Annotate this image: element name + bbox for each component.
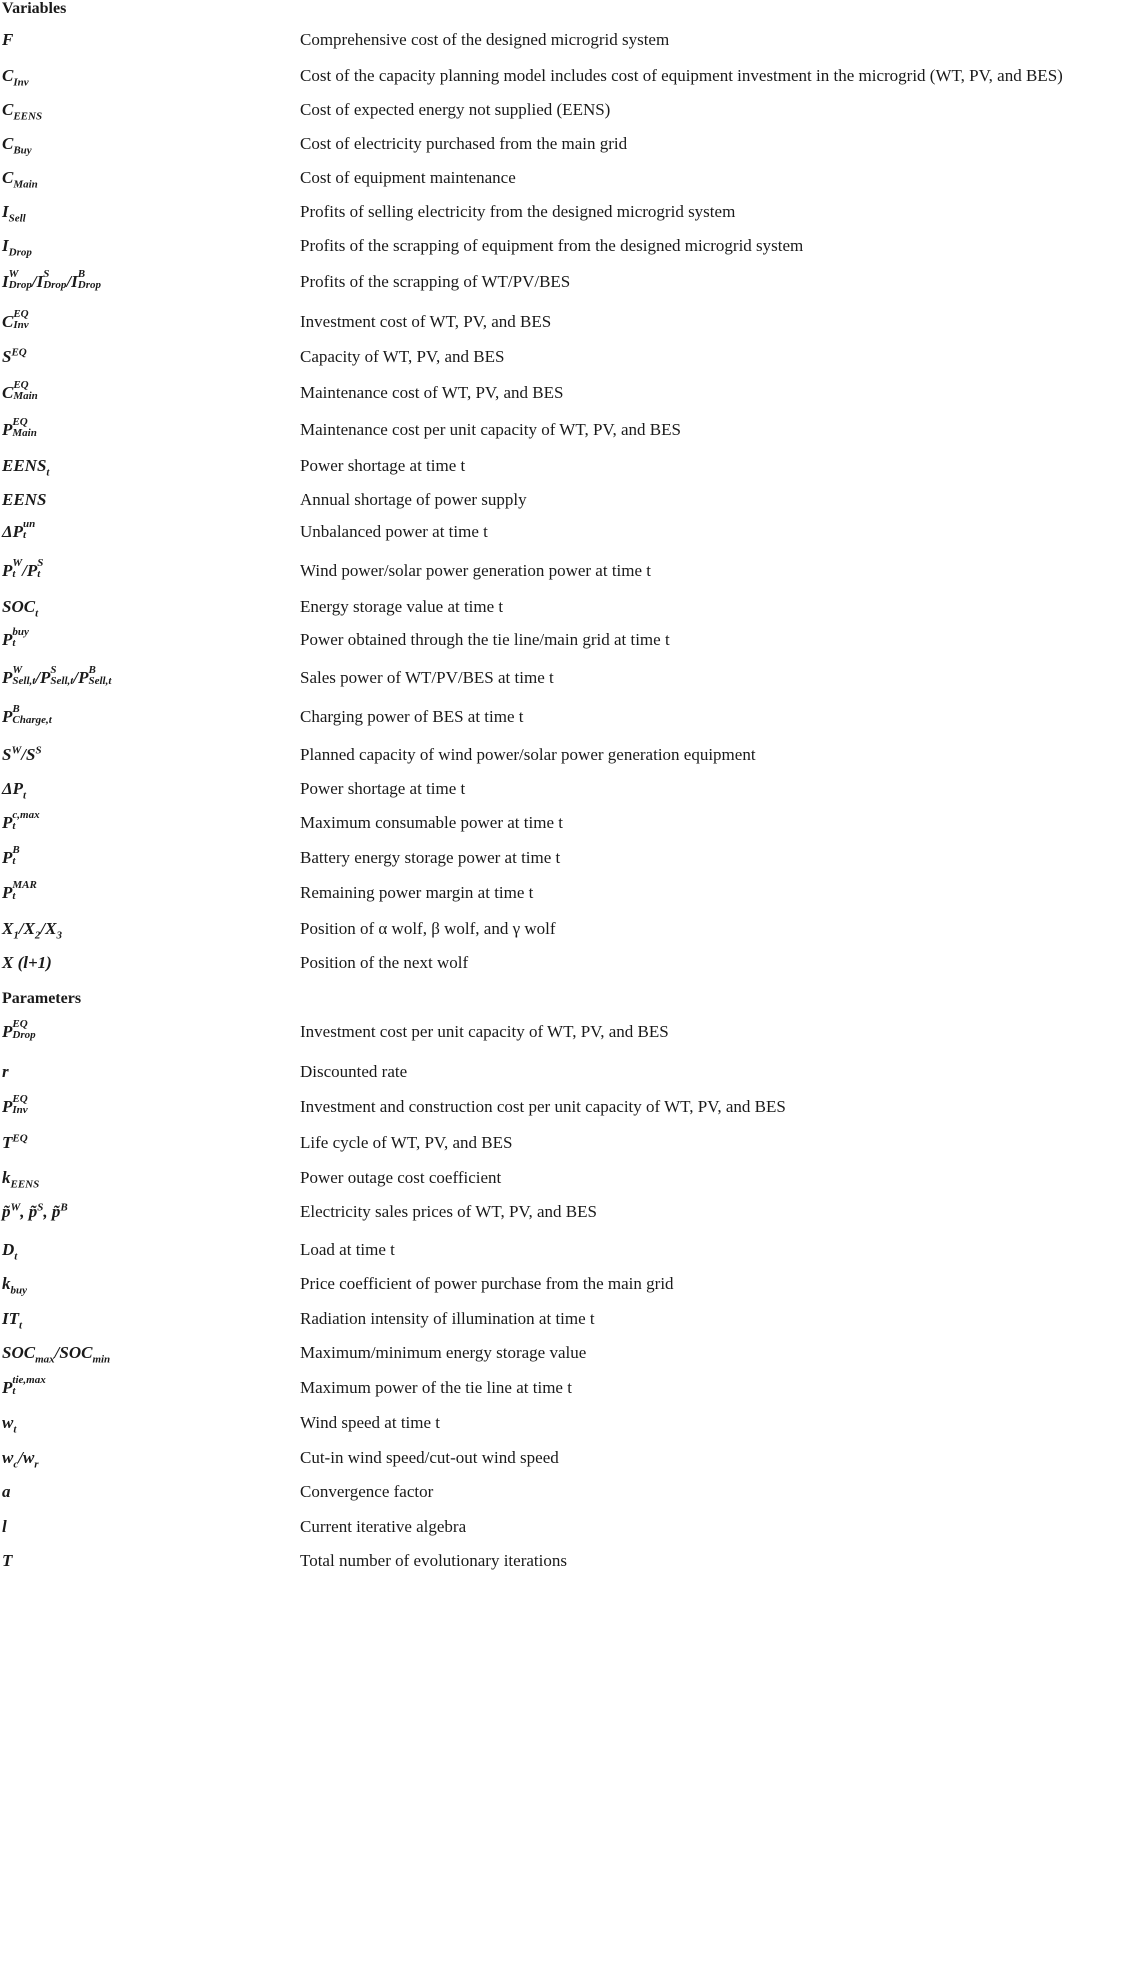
description-cell: Maximum/minimum energy storage value bbox=[300, 1343, 587, 1362]
symbol-cell: a bbox=[2, 1482, 11, 1501]
description-cell: Power outage cost coefficient bbox=[300, 1168, 502, 1187]
table-row bbox=[0, 844, 1145, 888]
symbol-cell: $X_1/X_2/X_3$ bbox=[2, 919, 62, 942]
symbol-cell: $I_{Sell}$ bbox=[2, 202, 26, 225]
description-cell: Cost of expected energy not supplied (EENS) bbox=[300, 100, 611, 119]
description-cell: Load at time t bbox=[300, 1240, 395, 1259]
description-cell: Maximum power of the tie line at time t bbox=[300, 1378, 572, 1397]
symbol-cell: ΔP un t bbox=[2, 518, 36, 542]
description-cell: Profits of selling electricity from the designed microgrid system bbox=[300, 202, 736, 221]
symbol-cell: $S^{EQ}$ bbox=[2, 346, 27, 366]
description-cell: Cost of electricity purchased from the main grid bbox=[300, 134, 628, 153]
table-row bbox=[0, 30, 1145, 70]
description-cell: Convergence factor bbox=[300, 1482, 434, 1501]
symbol-cell: I W Drop /I S Drop /I B Drop bbox=[2, 268, 102, 292]
table-row bbox=[0, 953, 1145, 993]
symbol-cell: P B t bbox=[2, 844, 20, 868]
description-cell: Position of α wolf, β wolf, and γ wolf bbox=[300, 919, 556, 938]
symbol-cell: P EQ Drop bbox=[2, 1018, 36, 1042]
description-cell: Profits of the scrapping of equipment from the designed microgrid system bbox=[300, 236, 804, 255]
symbol-cell: $C_{Main}$ bbox=[2, 168, 38, 191]
table-row bbox=[0, 379, 1145, 423]
symbol-cell: $SOC_t$ bbox=[2, 597, 39, 620]
symbol-cell: $C_{Buy}$ bbox=[2, 134, 32, 157]
symbol-cell: $C_{Inv}$ bbox=[2, 66, 29, 89]
symbol-cell: p̃$^W$, p̃$^S$, p̃$^B$ bbox=[2, 1201, 68, 1221]
symbol-cell: $k_{EENS}$ bbox=[2, 1168, 40, 1191]
symbol-cell: $EENS_t$ bbox=[2, 456, 50, 479]
description-cell: Power shortage at time t bbox=[300, 779, 466, 798]
description-cell: Cut-in wind speed/cut-out wind speed bbox=[300, 1448, 559, 1467]
table-row bbox=[0, 268, 1145, 312]
symbol-cell: P MAR t bbox=[2, 879, 37, 903]
description-cell: Capacity of WT, PV, and BES bbox=[300, 347, 505, 366]
description-cell: Investment cost per unit capacity of WT, PV, and BES bbox=[300, 1022, 669, 1041]
table-row bbox=[0, 1482, 1145, 1522]
symbol-cell: P W Sell,t /P S Sell,t /P B Sell,t bbox=[2, 664, 112, 688]
table-row bbox=[0, 626, 1145, 670]
description-cell: Power obtained through the tie line/main grid at time t bbox=[300, 630, 670, 649]
table-row bbox=[0, 518, 1145, 562]
symbol-cell: $w_c/w_r$ bbox=[2, 1448, 39, 1471]
description-cell: Power shortage at time t bbox=[300, 456, 466, 475]
description-cell: Battery energy storage power at time t bbox=[300, 848, 561, 867]
symbol-cell: $w_t$ bbox=[2, 1413, 17, 1436]
description-cell: Comprehensive cost of the designed microgrid system bbox=[300, 30, 670, 49]
table-row bbox=[0, 1551, 1145, 1591]
description-cell: Price coefficient of power purchase from the main grid bbox=[300, 1274, 674, 1293]
description-cell: Maximum consumable power at time t bbox=[300, 813, 563, 832]
description-cell: Charging power of BES at time t bbox=[300, 707, 524, 726]
description-cell: Remaining power margin at time t bbox=[300, 883, 534, 902]
table-row bbox=[0, 1343, 1145, 1383]
symbol-cell: P tie,max t bbox=[2, 1374, 46, 1398]
symbol-cell: X (l+1) bbox=[2, 953, 52, 972]
description-cell: Life cycle of WT, PV, and BES bbox=[300, 1133, 513, 1152]
table-row bbox=[0, 809, 1145, 853]
table-row bbox=[0, 1133, 1145, 1173]
symbol-cell: P W t /P S t bbox=[2, 557, 44, 581]
description-cell: Cost of the capacity planning model includes cost of equipment investment in the microgrid (WT, PV, and BES) bbox=[300, 66, 1063, 85]
description-cell: Investment cost of WT, PV, and BES bbox=[300, 312, 552, 331]
table-row bbox=[0, 347, 1145, 387]
symbol-cell: $k_{buy}$ bbox=[2, 1274, 27, 1297]
table-row bbox=[0, 1093, 1145, 1137]
symbol-cell: $C_{EENS}$ bbox=[2, 100, 43, 123]
description-cell: Wind speed at time t bbox=[300, 1413, 441, 1432]
symbol-cell: $\Delta P_t$ bbox=[2, 779, 27, 802]
table-row bbox=[0, 416, 1145, 460]
description-cell: Electricity sales prices of WT, PV, and BES bbox=[300, 1202, 597, 1221]
symbol-cell: $T^{EQ}$ bbox=[2, 1132, 28, 1152]
table-row bbox=[0, 703, 1145, 747]
description-cell: Sales power of WT/PV/BES at time t bbox=[300, 668, 554, 687]
table-row bbox=[0, 236, 1145, 276]
description-cell: Annual shortage of power supply bbox=[300, 490, 527, 509]
table-row bbox=[0, 308, 1145, 352]
description-cell: Profits of the scrapping of WT/PV/BES bbox=[300, 272, 571, 291]
description-cell: Energy storage value at time t bbox=[300, 597, 504, 616]
description-cell: Maintenance cost per unit capacity of WT, PV, and BES bbox=[300, 420, 681, 439]
table-row bbox=[0, 879, 1145, 923]
symbol-cell: r bbox=[2, 1062, 9, 1081]
symbol-cell: P B Charge,t bbox=[2, 703, 52, 727]
symbol-cell: $S^W/S^S$ bbox=[2, 744, 42, 764]
symbol-cell: P c,max t bbox=[2, 809, 40, 833]
description-cell: Unbalanced power at time t bbox=[300, 522, 488, 541]
symbol-cell: C EQ Main bbox=[2, 379, 38, 403]
description-cell: Position of the next wolf bbox=[300, 953, 469, 972]
description-cell: Maintenance cost of WT, PV, and BES bbox=[300, 383, 564, 402]
symbol-cell: F bbox=[2, 30, 14, 49]
symbol-cell: P EQ Main bbox=[2, 416, 37, 440]
description-cell: Radiation intensity of illumination at time t bbox=[300, 1309, 595, 1328]
section-title-parameters: Parameters bbox=[2, 990, 82, 1007]
table-row bbox=[0, 1274, 1145, 1314]
symbol-cell: $D_t$ bbox=[2, 1240, 18, 1263]
table-row bbox=[0, 1202, 1145, 1242]
symbol-cell: EENS bbox=[2, 490, 47, 509]
symbol-cell: T bbox=[2, 1551, 13, 1570]
table-row bbox=[0, 557, 1145, 601]
symbol-cell: $SOC_{max}/SOC_{min}$ bbox=[2, 1343, 111, 1366]
table-row bbox=[0, 1413, 1145, 1453]
description-cell: Wind power/solar power generation power at time t bbox=[300, 561, 652, 580]
description-cell: Planned capacity of wind power/solar power generation equipment bbox=[300, 745, 756, 764]
table-row bbox=[0, 1018, 1145, 1062]
description-cell: Investment and construction cost per unit capacity of WT, PV, and BES bbox=[300, 1097, 786, 1116]
description-cell: Current iterative algebra bbox=[300, 1517, 467, 1536]
table-row bbox=[0, 1062, 1145, 1102]
symbol-cell: C EQ Inv bbox=[2, 308, 29, 332]
symbol-cell: l bbox=[2, 1517, 7, 1536]
section-title-variables: Variables bbox=[2, 0, 67, 17]
symbol-cell: P EQ Inv bbox=[2, 1093, 28, 1117]
symbol-cell: $I_{Drop}$ bbox=[2, 236, 32, 259]
table-row bbox=[0, 664, 1145, 708]
description-cell: Total number of evolutionary iterations bbox=[300, 1551, 567, 1570]
symbol-cell: P buy t bbox=[2, 626, 29, 650]
description-cell: Discounted rate bbox=[300, 1062, 408, 1081]
description-cell: Cost of equipment maintenance bbox=[300, 168, 516, 187]
table-row bbox=[0, 1374, 1145, 1418]
symbol-cell: $IT_t$ bbox=[2, 1309, 23, 1332]
